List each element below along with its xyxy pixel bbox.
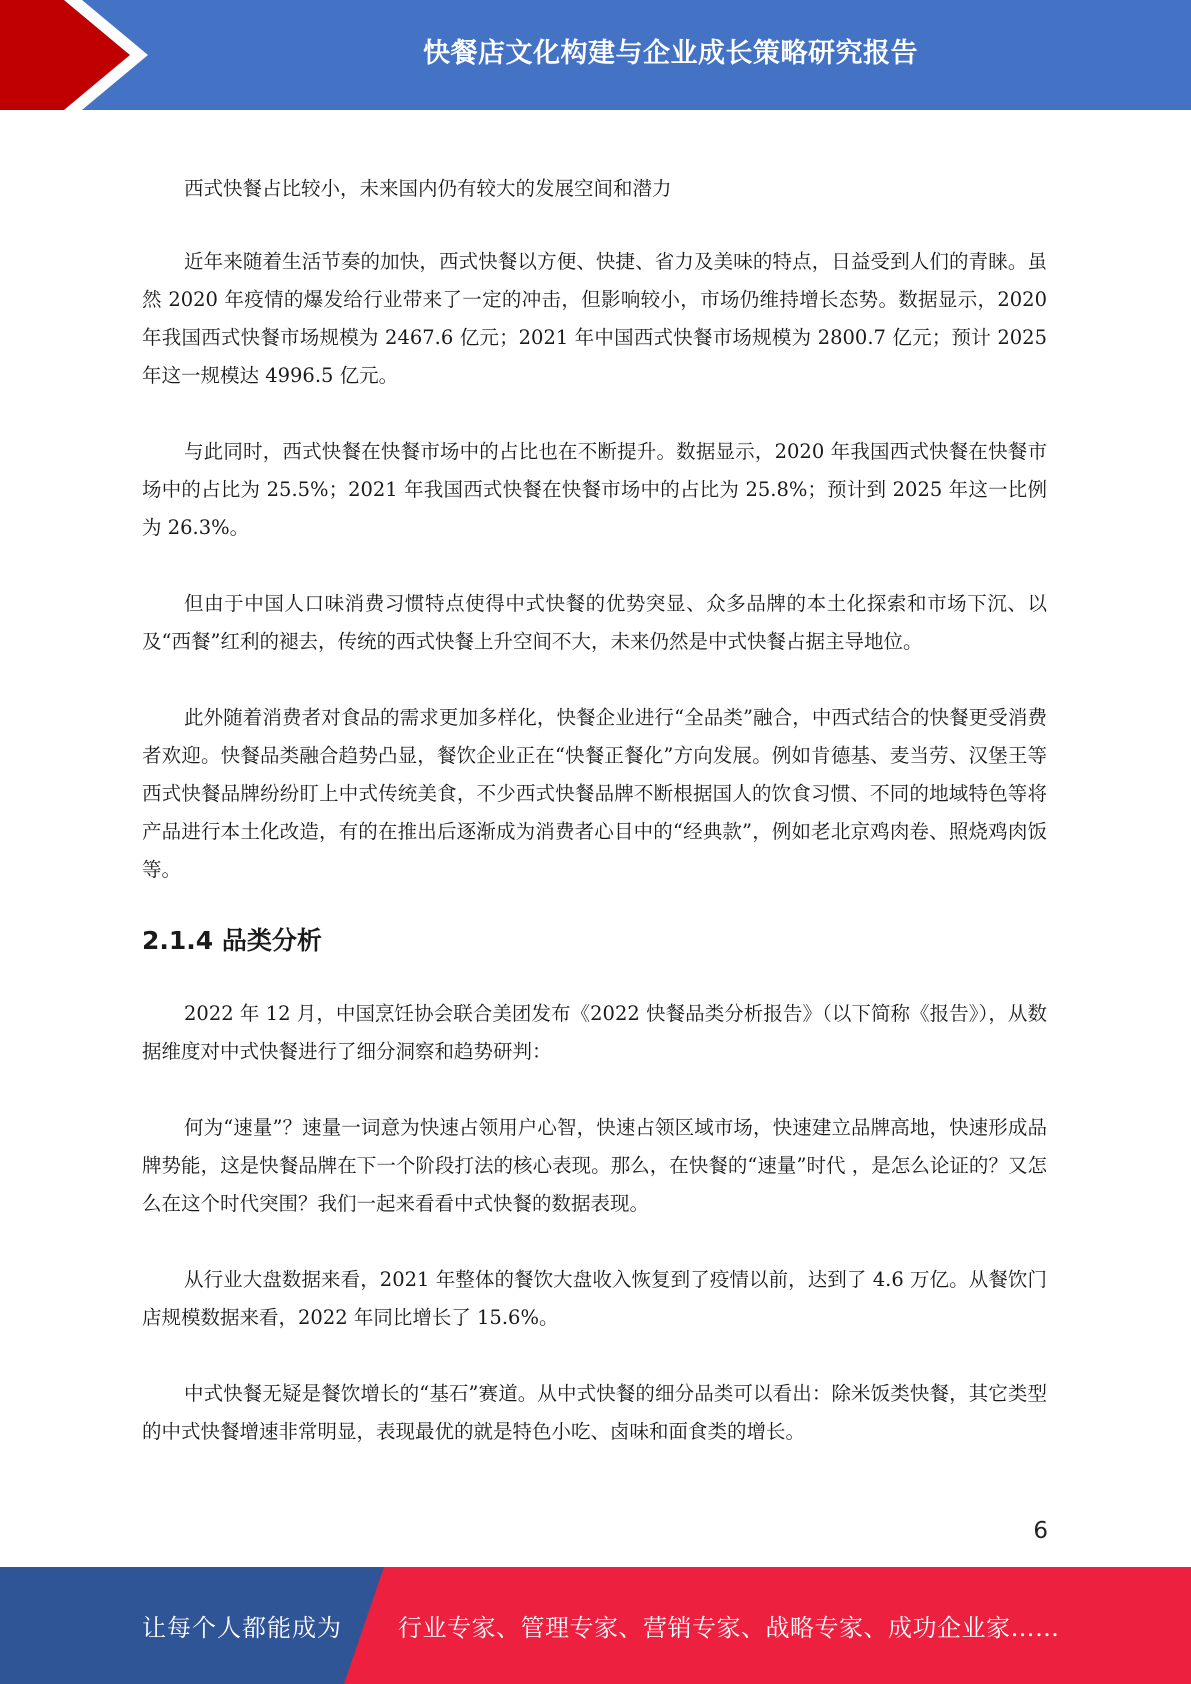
header-red-chevron (0, 0, 130, 110)
paragraph: 西式快餐占比较小，未来国内仍有较大的发展空间和潜力 (184, 177, 672, 200)
section-heading: 2.1.4 品类分析 (142, 926, 322, 955)
page-content (142, 170, 1047, 1489)
page-number: 6 (1033, 1518, 1048, 1544)
footer-slogan-right: 行业专家、管理专家、营销专家、战略专家、成功企业家…… (398, 1614, 1060, 1642)
paragraph: 近年来随着生活节奏的加快，西式快餐以方便、快捷、省力及美味的特点，日益受到人们的青睐。虽然 2020 年疫情的爆发给行业带来了一定的冲击，但影响较小，市场仍维持增长态势。数据显示，2020 年我国西式快餐市场规模为 2467.6 亿元；2021 年中国西式快餐市场规模为 2800.7 亿元；预计 2025 年这一规模达 4996.5 亿元。 (142, 250, 1047, 387)
page-header (0, 0, 1191, 110)
footer-slogan-left: 让每个人都能成为 (142, 1614, 342, 1642)
document-title: 快餐店文化构建与企业成长策略研究报告 (423, 37, 918, 69)
paragraph: 此外随着消费者对食品的需求更加多样化，快餐企业进行“全品类”融合，中西式结合的快餐更受消费者欢迎。快餐品类融合趋势凸显，餐饮企业正在“快餐正餐化”方向发展。例如肯德基、麦当劳、汉堡王等西式快餐品牌纷纷盯上中式传统美食，不少西式快餐品牌不断根据国人的饮食习惯、不同的地域特色等将产品进行本土化改造，有的在推出后逐渐成为消费者心目中的“经典款”，例如老北京鸡肉卷、照烧鸡肉饭等。 (142, 706, 1047, 881)
page-footer (0, 1567, 1191, 1684)
paragraph: 从行业大盘数据来看，2021 年整体的餐饮大盘收入恢复到了疫情以前，达到了 4.6 万亿。从餐饮门店规模数据来看，2022 年同比增长了 15.6%。 (142, 1268, 1047, 1329)
paragraph: 2022 年 12 月，中国烹饪协会联合美团发布《2022 快餐品类分析报告》（以下简称《报告》），从数据维度对中式快餐进行了细分洞察和趋势研判： (142, 1002, 1047, 1063)
paragraph: 中式快餐无疑是餐饮增长的“基石”赛道。从中式快餐的细分品类可以看出：除米饭类快餐，其它类型的中式快餐增速非常明显，表现最优的就是特色小吃、卤味和面食类的增长。 (142, 1382, 1047, 1443)
paragraph: 何为“速量”？速量一词意为快速占领用户心智，快速占领区域市场，快速建立品牌高地，快速形成品牌势能，这是快餐品牌在下一个阶段打法的核心表现。那么，在快餐的“速量”时代 ，是怎么论证的？又怎么在这个时代突围？我们一起来看看中式快餐的数据表现。 (142, 1116, 1047, 1215)
paragraph: 与此同时，西式快餐在快餐市场中的占比也在不断提升。数据显示，2020 年我国西式快餐在快餐市场中的占比为 25.5%；2021 年我国西式快餐在快餐市场中的占比为 25.8%；预计到 2025 年这一比例为 26.3%。 (142, 440, 1047, 539)
paragraph: 但由于中国人口味消费习惯特点使得中式快餐的优势突显、众多品牌的本土化探索和市场下沉、以及“西餐”红利的褪去，传统的西式快餐上升空间不大，未来仍然是中式快餐占据主导地位。 (142, 592, 1047, 653)
